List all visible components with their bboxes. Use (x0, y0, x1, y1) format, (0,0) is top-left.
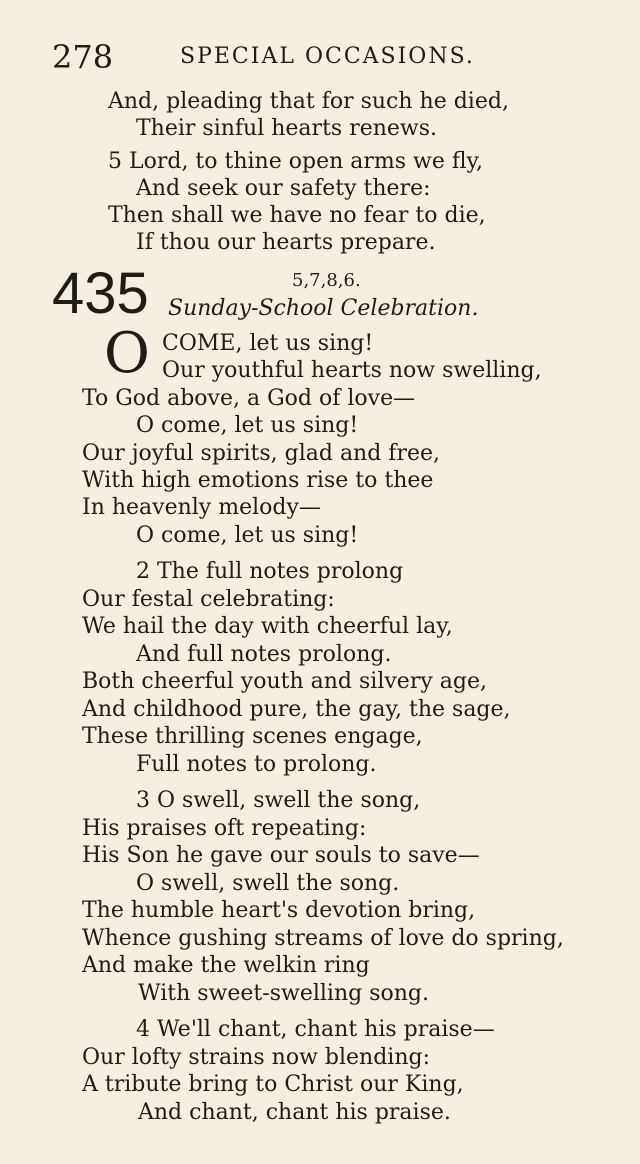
verse-line: And seek our safety there: (136, 176, 431, 201)
verse-line: And, pleading that for such he died, (108, 89, 509, 114)
verse-line: We hail the day with cheerful lay, (82, 614, 453, 639)
verse-line: O come, let us sing! (136, 523, 359, 548)
verse-line: Then shall we have no fear to die, (108, 203, 486, 228)
verse-line: And full notes prolong. (136, 642, 392, 667)
verse-line: A tribute bring to Christ our King, (82, 1072, 464, 1097)
verse-line: Whence gushing streams of love do spring, (82, 926, 564, 951)
verse-line: Our festal celebrating: (82, 587, 335, 612)
verse-line: And childhood pure, the gay, the sage, (82, 697, 511, 722)
verse-line: These thrilling scenes engage, (82, 724, 423, 749)
drop-cap: O (104, 321, 150, 386)
hymn-title: Sunday-School Celebration. (168, 296, 479, 321)
verse-line: 2 The full notes prolong (136, 559, 404, 584)
verse-line: His praises oft repeating: (82, 816, 367, 841)
page-number: 278 (52, 38, 114, 76)
verse-line: O swell, swell the song. (136, 871, 400, 896)
verse-line: And make the welkin ring (82, 953, 370, 978)
hymn-number: 435 (52, 261, 149, 326)
verse-line: His Son he gave our souls to save— (82, 843, 480, 868)
verse-line: 3 O swell, swell the song, (136, 788, 421, 813)
verse-line: Both cheerful youth and silvery age, (82, 669, 487, 694)
verse-line: The humble heart's devotion bring, (82, 898, 476, 923)
verse-line: Our joyful spirits, glad and free, (82, 441, 440, 466)
verse-line: Our lofty strains now blending: (82, 1045, 430, 1070)
hymn-meter: 5,7,8,6. (292, 270, 361, 291)
verse-line: And chant, chant his praise. (138, 1100, 451, 1125)
verse-line: 4 We'll chant, chant his praise— (136, 1017, 495, 1042)
running-title: SPECIAL OCCASIONS. (180, 44, 475, 69)
verse-line: Their sinful hearts renews. (136, 116, 438, 141)
verse-line: With sweet-swelling song. (138, 981, 429, 1006)
verse-line: In heavenly melody— (82, 495, 321, 520)
verse-line: COME, let us sing! (162, 331, 374, 356)
verse-line: 5 Lord, to thine open arms we fly, (108, 149, 484, 174)
verse-line: If thou our hearts prepare. (136, 230, 436, 255)
verse-line: Full notes to prolong. (136, 752, 377, 777)
verse-line: With high emotions rise to thee (82, 468, 434, 493)
verse-line: To God above, a God of love— (82, 386, 416, 411)
verse-line: O come, let us sing! (136, 413, 359, 438)
verse-line: Our youthful hearts now swelling, (162, 358, 542, 383)
